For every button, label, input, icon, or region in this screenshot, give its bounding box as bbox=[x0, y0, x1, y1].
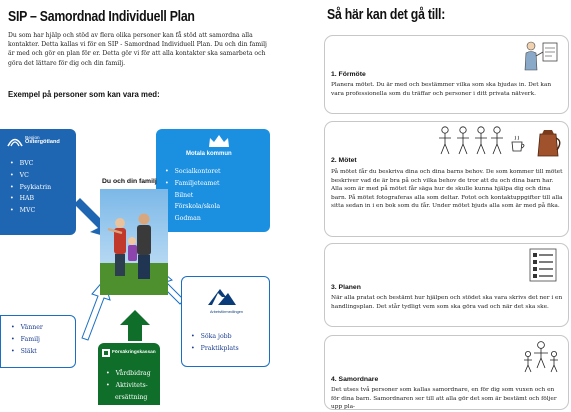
coffee-cup-icon bbox=[510, 136, 528, 154]
step-body: På mötet får du beskriva dina och dina barns behov. De som kommer till mötet beskriver vad de är bra på och vilka behov de tror att du och dina barn har. Alla som är med på mötet får säga hur de skulle kunna hjälpa dig och dina barn. På mötet fotograferas alla som deltar. Fotot och kontaktuppgifter till alla sitta sedan in i en bok som du får. Under mötet bjuds alla som är med på fika. bbox=[331, 169, 563, 210]
checklist-icon bbox=[529, 248, 557, 282]
list-item: • Bilnet bbox=[165, 190, 221, 202]
list-item: • MVC bbox=[10, 205, 51, 217]
step-title: 1. Förmöte bbox=[331, 71, 366, 78]
coffee-pot-icon bbox=[534, 126, 564, 158]
motala-crown-icon bbox=[207, 133, 231, 149]
list-item: • HAB bbox=[10, 193, 51, 205]
page-title-right: Så här kan det gå till: bbox=[327, 6, 446, 23]
motala-logo-text: Motala kommun bbox=[186, 151, 232, 157]
list-item: • BVC bbox=[10, 158, 51, 170]
examples-heading: Exempel på personer som kan vara med: bbox=[8, 90, 160, 99]
list-item: • Vårdbidrag bbox=[106, 368, 151, 380]
step-title: 4. Samordnare bbox=[331, 376, 379, 383]
list-item: • Praktikplats bbox=[191, 343, 239, 355]
region-ostergotland-box bbox=[0, 129, 76, 235]
motala-kommun-box bbox=[156, 129, 270, 232]
step-card-motet bbox=[324, 121, 569, 237]
list-item: ersättning bbox=[115, 393, 148, 401]
planning-person-icon bbox=[519, 40, 561, 72]
step-body: När alla pratat och bestämt hur hjälpen och stödet ska vara skrivs det ner i en handlingsplan. Det står tydligt vem som ska göra vad och när det ska ske. bbox=[331, 295, 563, 310]
list-item: • VC bbox=[10, 170, 51, 182]
list-item: • Godman bbox=[165, 213, 221, 225]
center-label: Du och din familj bbox=[102, 178, 157, 185]
friends-family-box bbox=[0, 315, 76, 368]
region-logo-line1: Region bbox=[25, 135, 40, 140]
forsakringskassan-logo-icon bbox=[102, 349, 110, 357]
step-card-formote bbox=[324, 35, 569, 114]
list-item: • Aktivitets- bbox=[106, 380, 151, 392]
step-card-samordnare bbox=[324, 335, 569, 410]
list-item: • Vänner bbox=[11, 322, 43, 334]
arbetsformedlingen-logo-icon bbox=[206, 287, 238, 307]
page-title-left: SIP – Samordnad Individuell Plan bbox=[8, 8, 195, 25]
family-photo bbox=[100, 189, 168, 295]
forsakringskassan-box bbox=[98, 343, 160, 405]
list-item: • Familj bbox=[11, 334, 43, 346]
coordinator-group-icon bbox=[521, 340, 561, 374]
meeting-people-icon bbox=[435, 124, 507, 156]
list-item: • Förskola/skola bbox=[165, 201, 221, 213]
arbetsformedlingen-logo-text: Arbetsförmedlingen bbox=[210, 310, 243, 314]
region-logo-line2: Östergötland bbox=[25, 139, 60, 145]
list-item: • Söka jobb bbox=[191, 331, 239, 343]
intro-paragraph: Du som har hjälp och stöd av flera olika personer kan få stöd att samordna alla kontakter. Detta kallas vi för en SIP - Samordnad Individuell Plan. Du och din familj är med och gör en plan för er. Detta gör vi för att alla kontakter ska samarbeta och göra det lättare för dig och din familj. bbox=[8, 32, 267, 67]
list-item: • Släkt bbox=[11, 346, 43, 358]
region-logo-icon bbox=[7, 135, 23, 149]
list-item: • Psykiatrin bbox=[10, 182, 51, 194]
step-body: Planera mötet. Du är med och bestämmer vilka som ska bjudas in. Det kan vara professionella som du träffar och personer i ditt privata nätverk. bbox=[331, 82, 552, 97]
list-item: • Socialkontoret bbox=[165, 166, 221, 178]
forsakringskassan-logo-text: Försäkringskassan bbox=[112, 350, 156, 355]
arbetsformedlingen-box bbox=[181, 276, 270, 367]
step-body: Det utses två personer som kallas samordnare, en för dig som vuxen och en för dina barn. Samordnaren ser till att alla gör det som är bestämt och följer upp pla- bbox=[331, 387, 557, 411]
arrow-from-fk bbox=[120, 310, 150, 341]
step-card-planen bbox=[324, 243, 569, 327]
step-title: 2. Mötet bbox=[331, 157, 357, 164]
list-item: • Familjeteamet bbox=[165, 178, 221, 190]
step-title: 3. Planen bbox=[331, 284, 361, 291]
